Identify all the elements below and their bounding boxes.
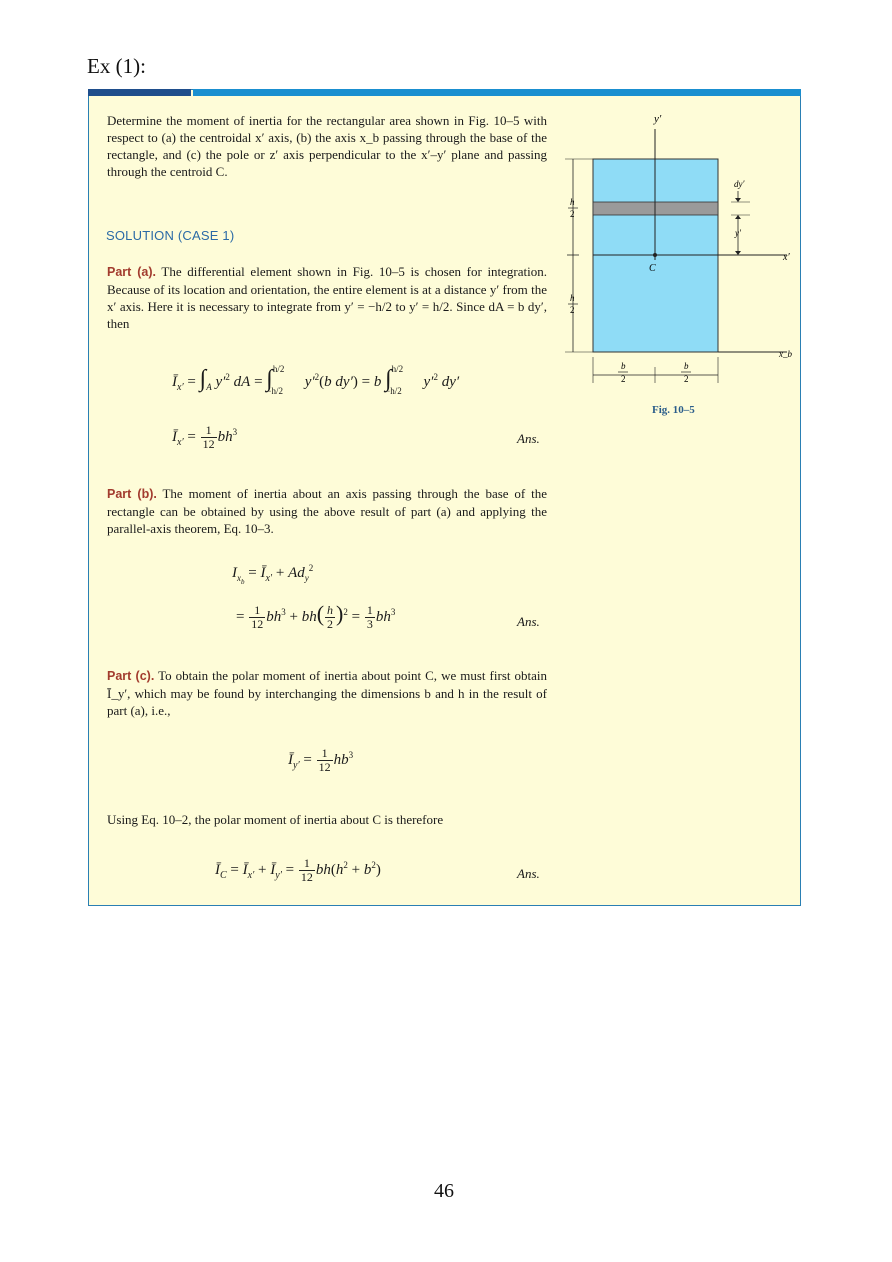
- polar-paragraph: Using Eq. 10–2, the polar moment of inertia about C is therefore: [107, 812, 444, 827]
- part-b-paragraph: [107, 485, 547, 537]
- part-b-label: Part (b).: [107, 487, 157, 501]
- answer-tag-b: Ans.: [517, 614, 540, 629]
- two-label-left: 2: [621, 374, 626, 384]
- part-b-text: The moment of inertia about an axis passing through the base of the rectangle can be obtained by using the above result of part (a) and applying the parallel-axis theorem, Eq. 10–3.: [107, 486, 547, 536]
- x-axis-label: x′: [783, 252, 790, 263]
- centroid-point: [653, 253, 657, 257]
- b-label-right: b: [684, 361, 689, 371]
- part-a-label: Part (a).: [107, 265, 156, 279]
- dy-label: dy′: [734, 179, 745, 189]
- xb-axis-label: x_b: [779, 349, 792, 359]
- figure-rectangle-diagram: [555, 105, 800, 425]
- example-heading: Ex (1):: [87, 54, 146, 78]
- equation-b-line1: $I_{x_b}$ = $Ī_{x'} + Ad_y^2$: [232, 563, 314, 586]
- y-axis-label: y′: [654, 113, 662, 125]
- answer-tag-c: Ans.: [517, 866, 540, 881]
- panel-accent-bar-dark: [88, 89, 191, 96]
- part-c-label: Part (c).: [107, 669, 155, 683]
- b-label-left: b: [621, 361, 626, 371]
- answer-tag-a: Ans.: [517, 431, 540, 446]
- equation-a-integral: $Ī_{x'} = \int_A$ $y'^2$ dA = ∫$^{h/2}_{-h/2}$ $y'^2(b$ dy′) = b ∫$^{h/2}_{-h/2}$ $y'^2$ dy′: [172, 364, 460, 396]
- two-label-top: 2: [570, 209, 575, 219]
- part-a-paragraph: [107, 263, 547, 332]
- h-label-top: h: [570, 197, 575, 207]
- part-a-text: The differential element shown in Fig. 10–5 is chosen for integration. Because of its location and orientation, the entire element is at a distance y′ from the x′ axis. Here it is necessary to integrate from y′ = −h/2 to y′ = h/2. Since dA = b dy′, then: [107, 264, 548, 331]
- part-c-text: To obtain the polar moment of inertia about point C, we must first obtain Ī_y′, which may be found by interchanging the dimensions b and h in the result of part (a), i.e.,: [107, 668, 548, 718]
- page-number: 46: [434, 1180, 454, 1202]
- h-label-bottom: h: [570, 293, 575, 303]
- equation-b-line2: = $\frac{1}{12}$ $bh^3 + bh$( $\frac{h}{2}$ )$^2$ = $\frac{1}{3}$ $bh^3$: [236, 601, 396, 632]
- equation-c-iy: $Ī_{y'}$ = $\frac{1}{12}$ $hb^3$: [288, 746, 354, 774]
- part-c-paragraph: [107, 667, 547, 719]
- two-label-right: 2: [684, 374, 689, 384]
- equation-a-result: $Ī_{x'}$ = $\frac{1}{12}$ $bh^3$: [172, 423, 238, 451]
- centroid-label: C: [649, 263, 656, 274]
- equation-c-polar: $Ī_C$ = $Ī_{x'}$ + $Ī_{y'}$ = $\frac{1}{12}$ $bh(h^2 + b^2)$: [215, 856, 381, 884]
- solution-heading: SOLUTION (CASE 1): [106, 228, 235, 243]
- panel-accent-bar-light: [193, 89, 801, 96]
- figure-caption: Fig. 10–5: [652, 404, 695, 416]
- two-label-bottom: 2: [570, 305, 575, 315]
- problem-statement: Determine the moment of inertia for the rectangular area shown in Fig. 10–5 with respect to (a) the centroidal x′ axis, (b) the axis x_b passing through the base of the rectangle, and (c) the pole or z′ axis perpendicular to the x′–y′ plane and passing through the centroid C.: [107, 113, 547, 179]
- y-dim-label: y′: [735, 228, 741, 238]
